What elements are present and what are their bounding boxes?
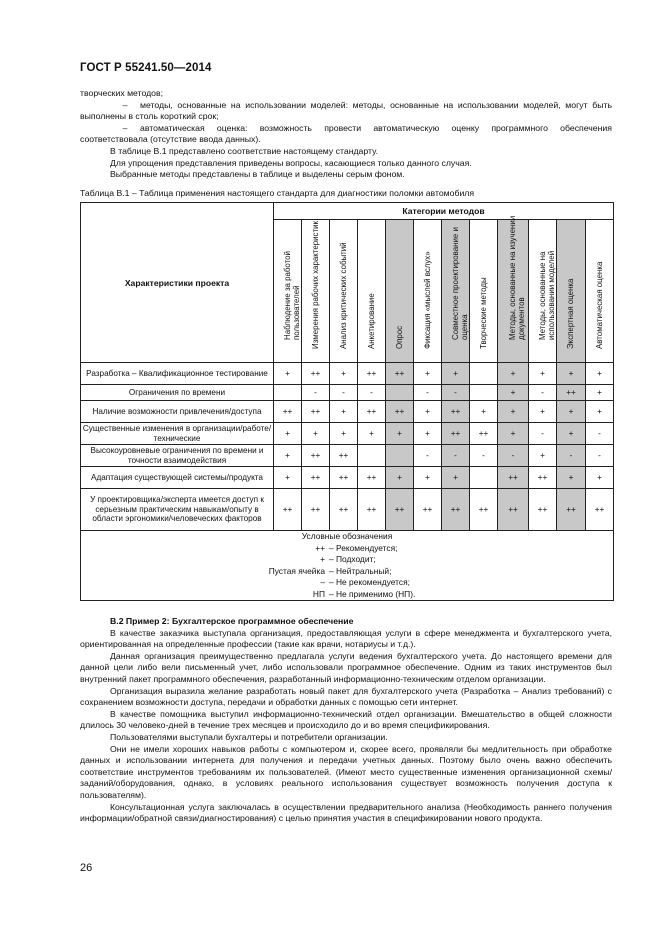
categories-header: Категории методов: [274, 203, 614, 220]
rating-cell: ++: [557, 489, 586, 531]
rating-cell: +: [330, 423, 358, 445]
table-row: [81, 363, 614, 385]
legend-description: – Рекомендуется;: [329, 542, 398, 553]
document-header: ГОСТ Р 55241.50—2014: [80, 62, 212, 74]
method-header: Измерения рабочих характеристик: [302, 220, 330, 363]
legend-symbol: +: [320, 554, 325, 564]
legend-description: – Подходит;: [329, 554, 376, 564]
rating-cell: +: [414, 467, 442, 489]
row-characteristic: Существенные изменения в организации/работе/технические: [81, 423, 274, 445]
rating-cell: +: [529, 401, 557, 423]
section-paragraph: Организация выразила желание разработать новый пакет для бухгалтерского учета (Разработка – Анализ требований) с сохранением возможности доступа, передачи и обработки данных с помощью сети интернет.: [80, 685, 612, 708]
table-row: [81, 467, 614, 489]
legend-symbol: –: [320, 577, 325, 587]
rating-cell: [470, 467, 498, 489]
rating-cell: ++: [274, 489, 302, 531]
row-characteristic: Высокоуровневые ограничения по времени и точности взаимодействия: [81, 445, 274, 467]
rating-cell: +: [498, 385, 529, 401]
legend-item: [81, 543, 613, 555]
method-header: Экспертная оценка: [557, 220, 586, 363]
section-paragraph: Данная организация преимущественно предлагала услуги ведения бухгалтерского учета. До настоящего времени для данной цели либо вели письменный учет, либо использовали программное обеспечение. Одним из таких инструментов был внутренний пакет программного обеспечения, разработанный информационно-техническим отделом организации.: [80, 650, 612, 684]
rating-cell: +: [529, 363, 557, 385]
row-characteristic: У проектировщика/эксперта имеется доступ к серьезным практическим навыкам/опыту в области эргономики/человеческих факторов: [81, 489, 274, 531]
row-characteristic: Разработка – Квалификационное тестирование: [81, 363, 274, 385]
intro-paragraph: Для упрощения представления приведены вопросы, касающиеся только данного случая.: [110, 157, 472, 168]
rating-cell: ++: [358, 489, 386, 531]
rating-cell: ++: [442, 489, 470, 531]
rating-cell: -: [586, 423, 614, 445]
legend-item: [81, 589, 613, 601]
rating-cell: +: [586, 385, 614, 401]
rating-cell: ++: [302, 401, 330, 423]
rating-cell: [470, 363, 498, 385]
rating-cell: -: [557, 445, 586, 467]
rating-cell: -: [302, 385, 330, 401]
legend-description: – Не рекомендуется;: [329, 577, 410, 587]
rating-cell: -: [586, 445, 614, 467]
legend-symbol: ++: [315, 542, 325, 553]
rating-cell: ++: [358, 467, 386, 489]
rating-cell: +: [557, 467, 586, 489]
rating-cell: +: [414, 363, 442, 385]
legend-title: Условные обозначения: [301, 531, 393, 541]
rating-cell: ++: [330, 467, 358, 489]
rating-cell: +: [330, 401, 358, 423]
section-example-2: [80, 616, 612, 825]
table-row: [81, 445, 614, 467]
rating-cell: ++: [470, 423, 498, 445]
rating-cell: +: [557, 401, 586, 423]
rating-cell: +: [358, 423, 386, 445]
rating-cell: ++: [386, 401, 414, 423]
rating-cell: +: [586, 401, 614, 423]
rating-cell: -: [529, 423, 557, 445]
methods-table: [80, 202, 614, 601]
bullet-auto-eval: – автоматическая оценка: возможность провести автоматическую оценку программного обеспечения соответствовала (отсутствие ввода данных).: [80, 122, 612, 145]
rating-cell: +: [470, 401, 498, 423]
rating-cell: +: [557, 423, 586, 445]
rating-cell: +: [386, 467, 414, 489]
rating-cell: -: [442, 445, 470, 467]
legend-item: [81, 566, 613, 578]
bullet-models: – методы, основанные на использовании моделей: методы, основанные на использовании моделей, могут быть выполнены в столь короткий срок;: [80, 99, 612, 122]
rating-cell: [358, 445, 386, 467]
table-row: [81, 489, 614, 531]
method-header: Наблюдение за работой пользователей: [274, 220, 302, 363]
rating-cell: ++: [302, 467, 330, 489]
rating-cell: -: [498, 445, 529, 467]
rating-cell: -: [529, 385, 557, 401]
rating-cell: +: [586, 467, 614, 489]
section-paragraph: В качестве заказчика выступала организация, предоставляющая услуги в сфере менеджмента и бухгалтерского учета, ориентированная на определенные профессии (такие как врачи, нотариусы и т.д.).: [80, 627, 612, 650]
rating-cell: ++: [330, 445, 358, 467]
rating-cell: ++: [386, 363, 414, 385]
page-number: 26: [80, 862, 93, 874]
rating-cell: +: [386, 423, 414, 445]
method-header: Автоматическая оценка: [586, 220, 614, 363]
rating-cell: +: [442, 363, 470, 385]
rating-cell: -: [470, 445, 498, 467]
method-header: Методы, основанные на изучении документов: [498, 220, 529, 363]
rating-cell: +: [274, 423, 302, 445]
rating-cell: -: [414, 445, 442, 467]
rating-cell: [274, 385, 302, 401]
section-title: В.2 Пример 2: Бухгалтерское программное обеспечение: [110, 616, 354, 626]
rating-cell: +: [274, 363, 302, 385]
legend-symbol: НП: [312, 588, 325, 599]
intro-paragraph: Выбранные методы представлены в таблице и выделены серым фоном.: [110, 169, 405, 180]
method-header: Анкетирование: [358, 220, 386, 363]
intro-text: [80, 88, 612, 181]
rating-cell: +: [274, 445, 302, 467]
rating-cell: ++: [498, 467, 529, 489]
intro-line: творческих методов;: [80, 88, 164, 98]
rating-cell: -: [414, 385, 442, 401]
rating-cell: +: [557, 363, 586, 385]
legend-description: – Не применимо (НП).: [329, 588, 416, 599]
rating-cell: ++: [498, 489, 529, 531]
method-header: Опрос: [386, 220, 414, 363]
legend-symbol: Пустая ячейка: [268, 565, 325, 576]
rating-cell: ++: [557, 385, 586, 401]
rating-cell: +: [414, 401, 442, 423]
table-row: [81, 423, 614, 445]
rating-cell: ++: [330, 489, 358, 531]
rating-cell: ++: [442, 423, 470, 445]
rating-cell: ++: [529, 467, 557, 489]
rating-cell: -: [358, 385, 386, 401]
rating-cell: +: [498, 363, 529, 385]
legend-row: [81, 531, 614, 601]
characteristics-header: Характеристики проекта: [81, 203, 274, 363]
rating-cell: -: [330, 385, 358, 401]
rating-cell: +: [586, 363, 614, 385]
rating-cell: +: [498, 423, 529, 445]
rating-cell: ++: [302, 445, 330, 467]
method-header: Совместное проектирование и оценка: [442, 220, 470, 363]
method-header: Методы, основанные на использовании моделей: [529, 220, 557, 363]
section-paragraph: Консультационная услуга заключалась в осуществлении предварительного анализа (Необходимость раннего получения информации/обратной связи/диагностирования) с целью принятия участия в спецификировании нового продукта.: [80, 801, 612, 824]
rating-cell: ++: [358, 363, 386, 385]
row-characteristic: Наличие возможности привлечения/доступа: [81, 401, 274, 423]
rating-cell: [386, 385, 414, 401]
section-paragraph: Они не имели хороших навыков работы с компьютером и, скорее всего, проявляли бы медлительность при обработке данных и использовании интернета для получения и передачи учетных данных. Поэтому было очень важно обеспечить соответствие инструментов требованиям их пользователей. (Имеют место существенные изменения организационной схемы/заданий/оборудования, однако, в условиях реального использования существует возможность получения доступа к пользователям).: [80, 743, 612, 800]
rating-cell: ++: [470, 489, 498, 531]
table-row: [81, 401, 614, 423]
rating-cell: +: [442, 467, 470, 489]
legend-description: – Нейтральный;: [329, 565, 392, 576]
intro-paragraph: В таблице В.1 представлено соответствие настоящему стандарту.: [110, 145, 378, 156]
rating-cell: +: [330, 363, 358, 385]
rating-cell: -: [442, 385, 470, 401]
row-characteristic: Адаптация существующей системы/продукта: [81, 467, 274, 489]
rating-cell: +: [498, 401, 529, 423]
rating-cell: ++: [414, 489, 442, 531]
rating-cell: ++: [302, 489, 330, 531]
rating-cell: ++: [274, 401, 302, 423]
rating-cell: [470, 385, 498, 401]
rating-cell: ++: [586, 489, 614, 531]
row-characteristic: Ограничения по времени: [81, 385, 274, 401]
rating-cell: +: [529, 445, 557, 467]
rating-cell: ++: [386, 489, 414, 531]
section-paragraph: Пользователями выступали бухгалтеры и потребители организации.: [110, 731, 388, 742]
rating-cell: ++: [358, 401, 386, 423]
rating-cell: +: [302, 423, 330, 445]
rating-cell: [386, 445, 414, 467]
section-paragraph: В качестве помощника выступил информационно-технический отдел организации. Вмешательство в общей сложности длилось 30 человеко-дней в течение трех месяцев и происходило до и во время спецификирования.: [80, 708, 612, 731]
legend: [81, 531, 614, 601]
method-header: Творческие методы: [470, 220, 498, 363]
legend-item: [81, 554, 613, 566]
legend-item: [81, 577, 613, 589]
rating-cell: +: [414, 423, 442, 445]
rating-cell: ++: [529, 489, 557, 531]
rating-cell: ++: [302, 363, 330, 385]
rating-cell: ++: [442, 401, 470, 423]
table-caption: Таблица В.1 – Таблица применения настоящего стандарта для диагностики поломки автомобиля: [80, 188, 475, 198]
table-row: [81, 385, 614, 401]
method-header: Фиксация «мыслей вслух»: [414, 220, 442, 363]
rating-cell: +: [274, 467, 302, 489]
method-header: Анализ критических событий: [330, 220, 358, 363]
